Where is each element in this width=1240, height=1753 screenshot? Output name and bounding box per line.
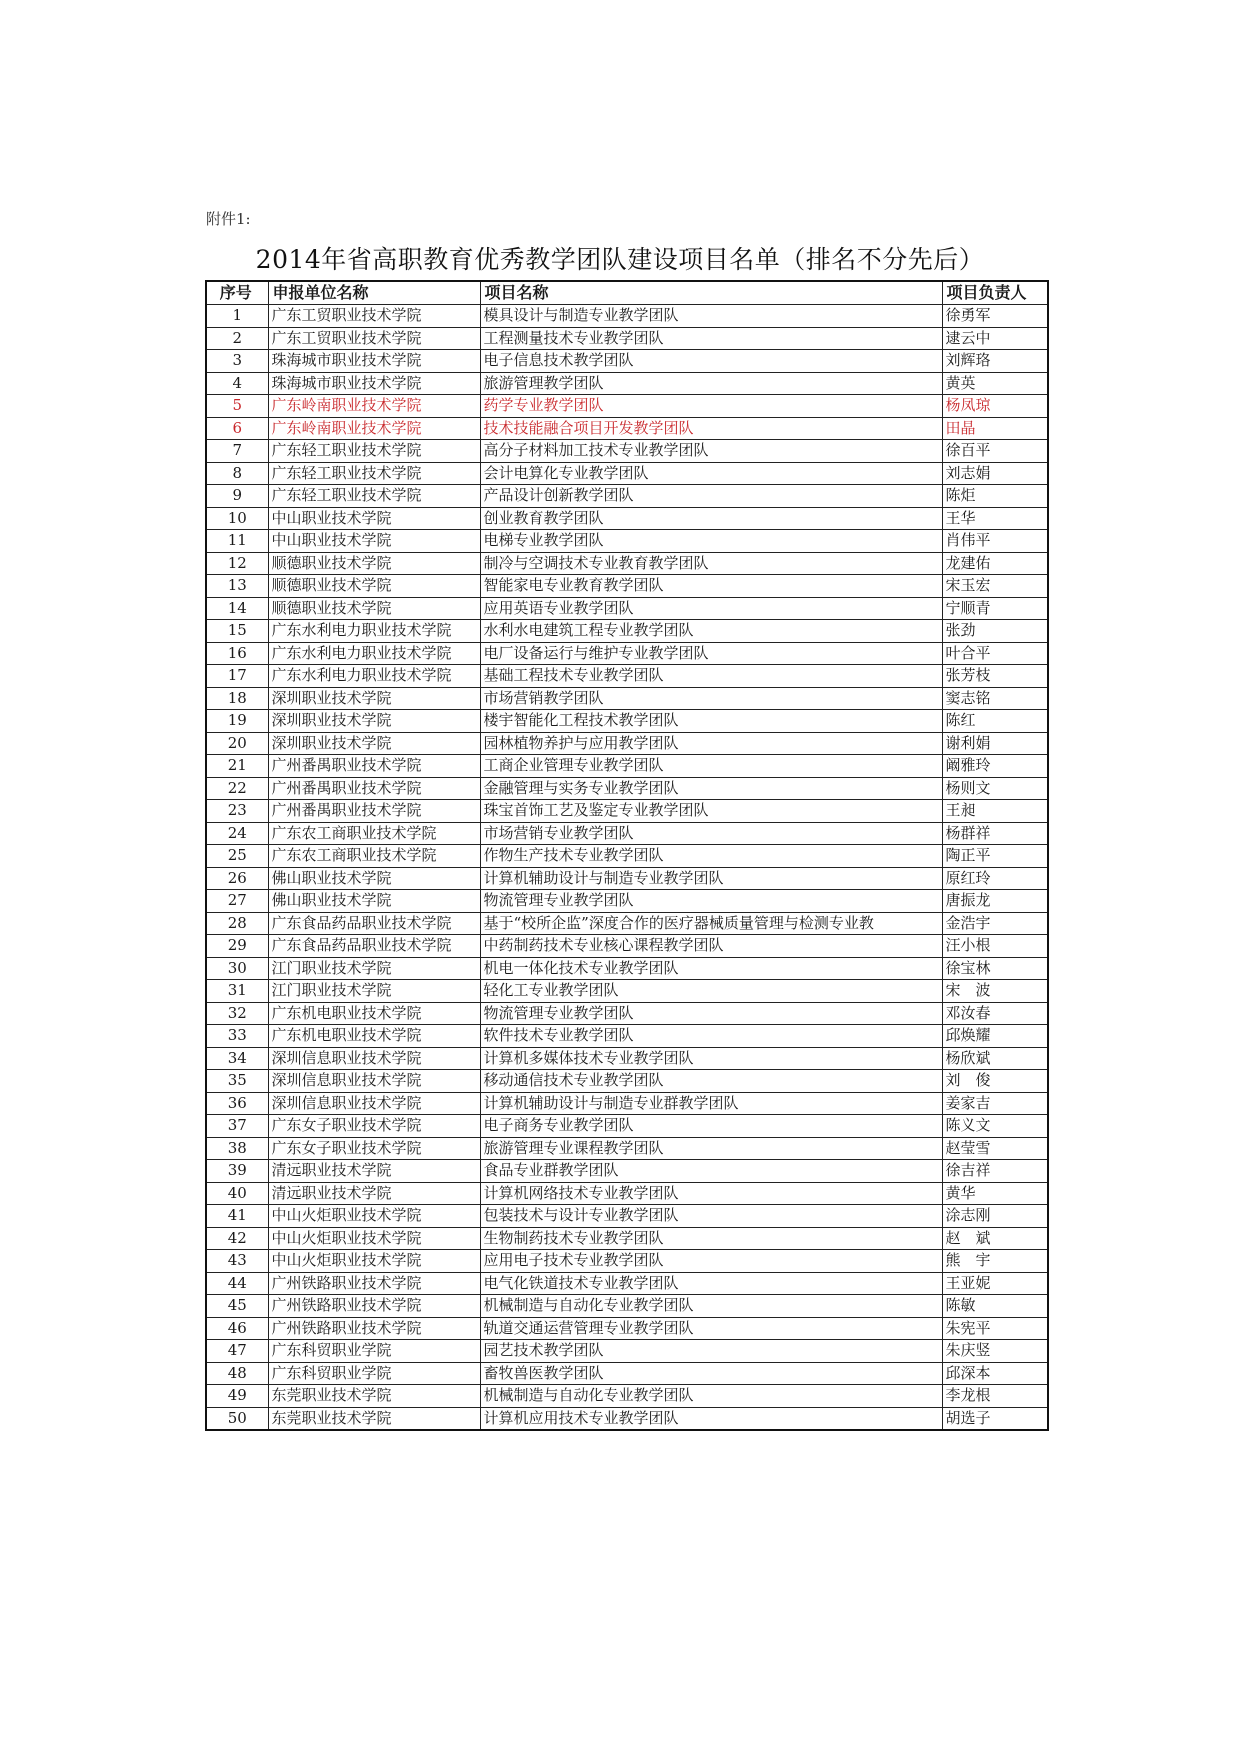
cell-project-leader: 杨欣斌 — [942, 1047, 1048, 1070]
cell-project-leader: 姜家吉 — [942, 1092, 1048, 1115]
cell-project-name: 物流管理专业教学团队 — [480, 1002, 942, 1025]
cell-serial-number: 31 — [206, 980, 268, 1003]
cell-project-leader: 逮云中 — [942, 327, 1048, 350]
table-row — [206, 890, 1048, 913]
cell-serial-number: 11 — [206, 530, 268, 553]
cell-unit-name: 广州铁路职业技术学院 — [268, 1317, 480, 1340]
cell-unit-name: 珠海城市职业技术学院 — [268, 372, 480, 395]
table-row — [206, 732, 1048, 755]
cell-project-leader: 杨群祥 — [942, 822, 1048, 845]
cell-project-leader: 徐吉祥 — [942, 1160, 1048, 1183]
cell-project-leader: 杨则文 — [942, 777, 1048, 800]
cell-serial-number: 5 — [206, 395, 268, 418]
cell-project-name: 金融管理与实务专业教学团队 — [480, 777, 942, 800]
cell-serial-number: 46 — [206, 1317, 268, 1340]
cell-project-name: 产品设计创新教学团队 — [480, 485, 942, 508]
cell-project-leader: 汪小根 — [942, 935, 1048, 958]
cell-project-name: 会计电算化专业教学团队 — [480, 462, 942, 485]
table-row — [206, 1002, 1048, 1025]
cell-unit-name: 广东水利电力职业技术学院 — [268, 665, 480, 688]
cell-project-leader: 张芳枝 — [942, 665, 1048, 688]
cell-unit-name: 广东科贸职业学院 — [268, 1362, 480, 1385]
cell-project-name: 物流管理专业教学团队 — [480, 890, 942, 913]
cell-unit-name: 广州番禺职业技术学院 — [268, 800, 480, 823]
table-row — [206, 1137, 1048, 1160]
cell-serial-number: 17 — [206, 665, 268, 688]
cell-unit-name: 江门职业技术学院 — [268, 957, 480, 980]
table-row — [206, 462, 1048, 485]
cell-serial-number: 27 — [206, 890, 268, 913]
cell-project-name: 作物生产技术专业教学团队 — [480, 845, 942, 868]
cell-project-name: 食品专业群教学团队 — [480, 1160, 942, 1183]
cell-unit-name: 中山职业技术学院 — [268, 507, 480, 530]
cell-project-leader: 胡选子 — [942, 1407, 1048, 1430]
table-body — [206, 305, 1048, 1431]
cell-unit-name: 中山火炬职业技术学院 — [268, 1227, 480, 1250]
table-row — [206, 957, 1048, 980]
cell-unit-name: 东莞职业技术学院 — [268, 1407, 480, 1430]
cell-project-name: 包装技术与设计专业教学团队 — [480, 1205, 942, 1228]
cell-project-name: 电子商务专业教学团队 — [480, 1115, 942, 1138]
table-row — [206, 1047, 1048, 1070]
cell-project-leader: 窦志铭 — [942, 687, 1048, 710]
cell-project-leader: 陈炬 — [942, 485, 1048, 508]
cell-unit-name: 深圳信息职业技术学院 — [268, 1092, 480, 1115]
cell-project-leader: 徐百平 — [942, 440, 1048, 463]
cell-serial-number: 42 — [206, 1227, 268, 1250]
cell-project-name: 计算机多媒体技术专业教学团队 — [480, 1047, 942, 1070]
cell-project-name: 软件技术专业教学团队 — [480, 1025, 942, 1048]
cell-project-leader: 陶正平 — [942, 845, 1048, 868]
cell-project-leader: 徐勇军 — [942, 305, 1048, 328]
cell-project-name: 机械制造与自动化专业教学团队 — [480, 1385, 942, 1408]
cell-unit-name: 广东轻工职业技术学院 — [268, 485, 480, 508]
cell-project-name: 旅游管理专业课程教学团队 — [480, 1137, 942, 1160]
cell-project-name: 基于“校所企监”深度合作的医疗器械质量管理与检测专业教 — [480, 912, 942, 935]
cell-serial-number: 24 — [206, 822, 268, 845]
cell-project-name: 智能家电专业教育教学团队 — [480, 575, 942, 598]
table-row — [206, 912, 1048, 935]
cell-project-leader: 宋玉宏 — [942, 575, 1048, 598]
cell-project-name: 基础工程技术专业教学团队 — [480, 665, 942, 688]
cell-project-leader: 田晶 — [942, 417, 1048, 440]
table-row — [206, 1092, 1048, 1115]
cell-unit-name: 广东工贸职业技术学院 — [268, 327, 480, 350]
table-row — [206, 1340, 1048, 1363]
cell-serial-number: 8 — [206, 462, 268, 485]
cell-unit-name: 深圳职业技术学院 — [268, 710, 480, 733]
cell-project-name: 计算机辅助设计与制造专业教学团队 — [480, 867, 942, 890]
cell-unit-name: 广州番禺职业技术学院 — [268, 777, 480, 800]
cell-project-leader: 叶合平 — [942, 642, 1048, 665]
cell-project-leader: 陈红 — [942, 710, 1048, 733]
cell-serial-number: 39 — [206, 1160, 268, 1183]
table-row — [206, 1182, 1048, 1205]
cell-project-name: 工程测量技术专业教学团队 — [480, 327, 942, 350]
table-row — [206, 485, 1048, 508]
document-title: 2014年省高职教育优秀教学团队建设项目名单（排名不分先后） — [255, 245, 985, 274]
cell-unit-name: 珠海城市职业技术学院 — [268, 350, 480, 373]
cell-serial-number: 41 — [206, 1205, 268, 1228]
cell-project-leader: 龙建佑 — [942, 552, 1048, 575]
table-row — [206, 395, 1048, 418]
cell-unit-name: 中山职业技术学院 — [268, 530, 480, 553]
cell-project-leader: 邱焕耀 — [942, 1025, 1048, 1048]
table-row — [206, 620, 1048, 643]
cell-unit-name: 清远职业技术学院 — [268, 1160, 480, 1183]
cell-project-leader: 原红玲 — [942, 867, 1048, 890]
cell-unit-name: 江门职业技术学院 — [268, 980, 480, 1003]
cell-project-name: 计算机应用技术专业教学团队 — [480, 1407, 942, 1430]
cell-project-leader: 肖伟平 — [942, 530, 1048, 553]
cell-project-name: 水利水电建筑工程专业教学团队 — [480, 620, 942, 643]
table-row — [206, 1070, 1048, 1093]
table-row — [206, 642, 1048, 665]
table-row — [206, 1025, 1048, 1048]
cell-serial-number: 20 — [206, 732, 268, 755]
cell-serial-number: 36 — [206, 1092, 268, 1115]
table-row — [206, 1227, 1048, 1250]
table-row — [206, 417, 1048, 440]
cell-project-name: 机电一体化技术专业教学团队 — [480, 957, 942, 980]
cell-project-leader: 黄英 — [942, 372, 1048, 395]
cell-unit-name: 顺德职业技术学院 — [268, 575, 480, 598]
table-row — [206, 935, 1048, 958]
cell-project-name: 园艺技术教学团队 — [480, 1340, 942, 1363]
cell-project-leader: 朱庆竖 — [942, 1340, 1048, 1363]
cell-unit-name: 广东食品药品职业技术学院 — [268, 935, 480, 958]
cell-project-leader: 邓汝春 — [942, 1002, 1048, 1025]
cell-project-leader: 陈义文 — [942, 1115, 1048, 1138]
table-row — [206, 1205, 1048, 1228]
cell-serial-number: 48 — [206, 1362, 268, 1385]
cell-project-name: 机械制造与自动化专业教学团队 — [480, 1295, 942, 1318]
cell-serial-number: 37 — [206, 1115, 268, 1138]
cell-unit-name: 广东机电职业技术学院 — [268, 1025, 480, 1048]
cell-project-name: 高分子材料加工技术专业教学团队 — [480, 440, 942, 463]
cell-serial-number: 13 — [206, 575, 268, 598]
cell-serial-number: 29 — [206, 935, 268, 958]
cell-unit-name: 广东轻工职业技术学院 — [268, 462, 480, 485]
table-row — [206, 867, 1048, 890]
cell-project-leader: 熊 宇 — [942, 1250, 1048, 1273]
table-row — [206, 845, 1048, 868]
cell-project-leader: 邱深本 — [942, 1362, 1048, 1385]
cell-serial-number: 44 — [206, 1272, 268, 1295]
cell-unit-name: 广东轻工职业技术学院 — [268, 440, 480, 463]
cell-unit-name: 佛山职业技术学院 — [268, 867, 480, 890]
table-row — [206, 1362, 1048, 1385]
cell-serial-number: 7 — [206, 440, 268, 463]
cell-project-leader: 赵 斌 — [942, 1227, 1048, 1250]
cell-project-name: 电梯专业教学团队 — [480, 530, 942, 553]
cell-serial-number: 19 — [206, 710, 268, 733]
cell-serial-number: 25 — [206, 845, 268, 868]
attachment-label: 附件1: — [206, 210, 251, 228]
cell-serial-number: 30 — [206, 957, 268, 980]
cell-serial-number: 40 — [206, 1182, 268, 1205]
cell-project-name: 技术技能融合项目开发教学团队 — [480, 417, 942, 440]
cell-project-leader: 涂志刚 — [942, 1205, 1048, 1228]
cell-serial-number: 12 — [206, 552, 268, 575]
table-row — [206, 687, 1048, 710]
cell-serial-number: 1 — [206, 305, 268, 328]
header-unit-name: 申报单位名称 — [268, 281, 480, 305]
cell-project-leader: 宋 波 — [942, 980, 1048, 1003]
cell-project-name: 模具设计与制造专业教学团队 — [480, 305, 942, 328]
cell-unit-name: 广东女子职业技术学院 — [268, 1115, 480, 1138]
cell-serial-number: 15 — [206, 620, 268, 643]
cell-serial-number: 4 — [206, 372, 268, 395]
cell-project-name: 轨道交通运营管理专业教学团队 — [480, 1317, 942, 1340]
table-row — [206, 755, 1048, 778]
table-row — [206, 1160, 1048, 1183]
cell-project-leader: 张劲 — [942, 620, 1048, 643]
cell-unit-name: 广州番禺职业技术学院 — [268, 755, 480, 778]
project-table — [205, 280, 1049, 1431]
cell-unit-name: 广东水利电力职业技术学院 — [268, 620, 480, 643]
table-row — [206, 552, 1048, 575]
cell-serial-number: 6 — [206, 417, 268, 440]
cell-project-leader: 徐宝林 — [942, 957, 1048, 980]
cell-unit-name: 中山火炬职业技术学院 — [268, 1250, 480, 1273]
cell-serial-number: 28 — [206, 912, 268, 935]
cell-unit-name: 广东女子职业技术学院 — [268, 1137, 480, 1160]
cell-project-name: 畜牧兽医教学团队 — [480, 1362, 942, 1385]
cell-unit-name: 广东科贸职业学院 — [268, 1340, 480, 1363]
cell-project-name: 计算机网络技术专业教学团队 — [480, 1182, 942, 1205]
cell-unit-name: 深圳信息职业技术学院 — [268, 1070, 480, 1093]
cell-unit-name: 清远职业技术学院 — [268, 1182, 480, 1205]
cell-project-name: 轻化工专业教学团队 — [480, 980, 942, 1003]
cell-unit-name: 广东工贸职业技术学院 — [268, 305, 480, 328]
cell-project-leader: 刘志娟 — [942, 462, 1048, 485]
cell-serial-number: 23 — [206, 800, 268, 823]
table-row — [206, 777, 1048, 800]
cell-project-leader: 刘 俊 — [942, 1070, 1048, 1093]
cell-unit-name: 广东岭南职业技术学院 — [268, 417, 480, 440]
cell-project-leader: 陈敏 — [942, 1295, 1048, 1318]
cell-unit-name: 佛山职业技术学院 — [268, 890, 480, 913]
table-row — [206, 822, 1048, 845]
cell-project-leader: 阚雅玲 — [942, 755, 1048, 778]
cell-project-leader: 王昶 — [942, 800, 1048, 823]
cell-serial-number: 35 — [206, 1070, 268, 1093]
header-serial-number: 序号 — [206, 281, 268, 305]
table-row — [206, 665, 1048, 688]
cell-unit-name: 广州铁路职业技术学院 — [268, 1295, 480, 1318]
table-row — [206, 305, 1048, 328]
cell-serial-number: 33 — [206, 1025, 268, 1048]
cell-serial-number: 50 — [206, 1407, 268, 1430]
table-row — [206, 980, 1048, 1003]
header-project-leader: 项目负责人 — [942, 281, 1048, 305]
cell-unit-name: 广东岭南职业技术学院 — [268, 395, 480, 418]
cell-serial-number: 45 — [206, 1295, 268, 1318]
table-row — [206, 350, 1048, 373]
cell-unit-name: 广东农工商职业技术学院 — [268, 845, 480, 868]
table-row — [206, 1272, 1048, 1295]
cell-serial-number: 49 — [206, 1385, 268, 1408]
cell-serial-number: 38 — [206, 1137, 268, 1160]
cell-project-leader: 宁顺青 — [942, 597, 1048, 620]
cell-unit-name: 东莞职业技术学院 — [268, 1385, 480, 1408]
table-row — [206, 327, 1048, 350]
cell-project-name: 生物制药技术专业教学团队 — [480, 1227, 942, 1250]
cell-unit-name: 深圳信息职业技术学院 — [268, 1047, 480, 1070]
cell-project-name: 应用电子技术专业教学团队 — [480, 1250, 942, 1273]
cell-project-name: 楼宇智能化工程技术教学团队 — [480, 710, 942, 733]
cell-unit-name: 深圳职业技术学院 — [268, 732, 480, 755]
cell-project-name: 工商企业管理专业教学团队 — [480, 755, 942, 778]
cell-unit-name: 广州铁路职业技术学院 — [268, 1272, 480, 1295]
cell-project-name: 旅游管理教学团队 — [480, 372, 942, 395]
cell-project-name: 电子信息技术教学团队 — [480, 350, 942, 373]
cell-project-name: 电气化铁道技术专业教学团队 — [480, 1272, 942, 1295]
cell-project-leader: 谢利娟 — [942, 732, 1048, 755]
table-header-row — [206, 281, 1048, 305]
table-row — [206, 372, 1048, 395]
cell-project-name: 计算机辅助设计与制造专业群教学团队 — [480, 1092, 942, 1115]
table-row — [206, 1250, 1048, 1273]
table-row — [206, 710, 1048, 733]
cell-project-leader: 金浩宇 — [942, 912, 1048, 935]
cell-unit-name: 顺德职业技术学院 — [268, 552, 480, 575]
cell-serial-number: 2 — [206, 327, 268, 350]
cell-serial-number: 21 — [206, 755, 268, 778]
cell-project-leader: 刘辉珞 — [942, 350, 1048, 373]
cell-serial-number: 22 — [206, 777, 268, 800]
cell-unit-name: 广东农工商职业技术学院 — [268, 822, 480, 845]
cell-project-name: 中药制药技术专业核心课程教学团队 — [480, 935, 942, 958]
cell-project-leader: 唐振龙 — [942, 890, 1048, 913]
cell-serial-number: 3 — [206, 350, 268, 373]
cell-unit-name: 广东水利电力职业技术学院 — [268, 642, 480, 665]
table-row — [206, 1385, 1048, 1408]
cell-project-leader: 赵莹雪 — [942, 1137, 1048, 1160]
cell-project-name: 市场营销教学团队 — [480, 687, 942, 710]
cell-project-name: 创业教育教学团队 — [480, 507, 942, 530]
table-row — [206, 440, 1048, 463]
table-row — [206, 1295, 1048, 1318]
header-project-name: 项目名称 — [480, 281, 942, 305]
table-row — [206, 1317, 1048, 1340]
table-row — [206, 507, 1048, 530]
cell-serial-number: 32 — [206, 1002, 268, 1025]
table-row — [206, 1407, 1048, 1430]
cell-serial-number: 34 — [206, 1047, 268, 1070]
cell-serial-number: 14 — [206, 597, 268, 620]
cell-project-leader: 李龙根 — [942, 1385, 1048, 1408]
cell-project-name: 应用英语专业教学团队 — [480, 597, 942, 620]
table-row — [206, 575, 1048, 598]
cell-project-name: 制冷与空调技术专业教育教学团队 — [480, 552, 942, 575]
cell-serial-number: 43 — [206, 1250, 268, 1273]
cell-serial-number: 26 — [206, 867, 268, 890]
table-row — [206, 530, 1048, 553]
cell-project-leader: 王华 — [942, 507, 1048, 530]
cell-serial-number: 16 — [206, 642, 268, 665]
cell-project-name: 药学专业教学团队 — [480, 395, 942, 418]
cell-unit-name: 顺德职业技术学院 — [268, 597, 480, 620]
table-row — [206, 1115, 1048, 1138]
cell-serial-number: 47 — [206, 1340, 268, 1363]
cell-project-name: 电厂设备运行与维护专业教学团队 — [480, 642, 942, 665]
cell-project-leader: 黄华 — [942, 1182, 1048, 1205]
cell-serial-number: 10 — [206, 507, 268, 530]
cell-project-name: 珠宝首饰工艺及鉴定专业教学团队 — [480, 800, 942, 823]
cell-unit-name: 深圳职业技术学院 — [268, 687, 480, 710]
cell-project-leader: 杨凤琼 — [942, 395, 1048, 418]
cell-project-name: 移动通信技术专业教学团队 — [480, 1070, 942, 1093]
cell-serial-number: 18 — [206, 687, 268, 710]
cell-unit-name: 广东机电职业技术学院 — [268, 1002, 480, 1025]
cell-project-name: 园林植物养护与应用教学团队 — [480, 732, 942, 755]
cell-project-leader: 王亚妮 — [942, 1272, 1048, 1295]
cell-project-name: 市场营销专业教学团队 — [480, 822, 942, 845]
table-row — [206, 597, 1048, 620]
cell-project-leader: 朱宪平 — [942, 1317, 1048, 1340]
cell-unit-name: 广东食品药品职业技术学院 — [268, 912, 480, 935]
cell-serial-number: 9 — [206, 485, 268, 508]
table-row — [206, 800, 1048, 823]
cell-unit-name: 中山火炬职业技术学院 — [268, 1205, 480, 1228]
